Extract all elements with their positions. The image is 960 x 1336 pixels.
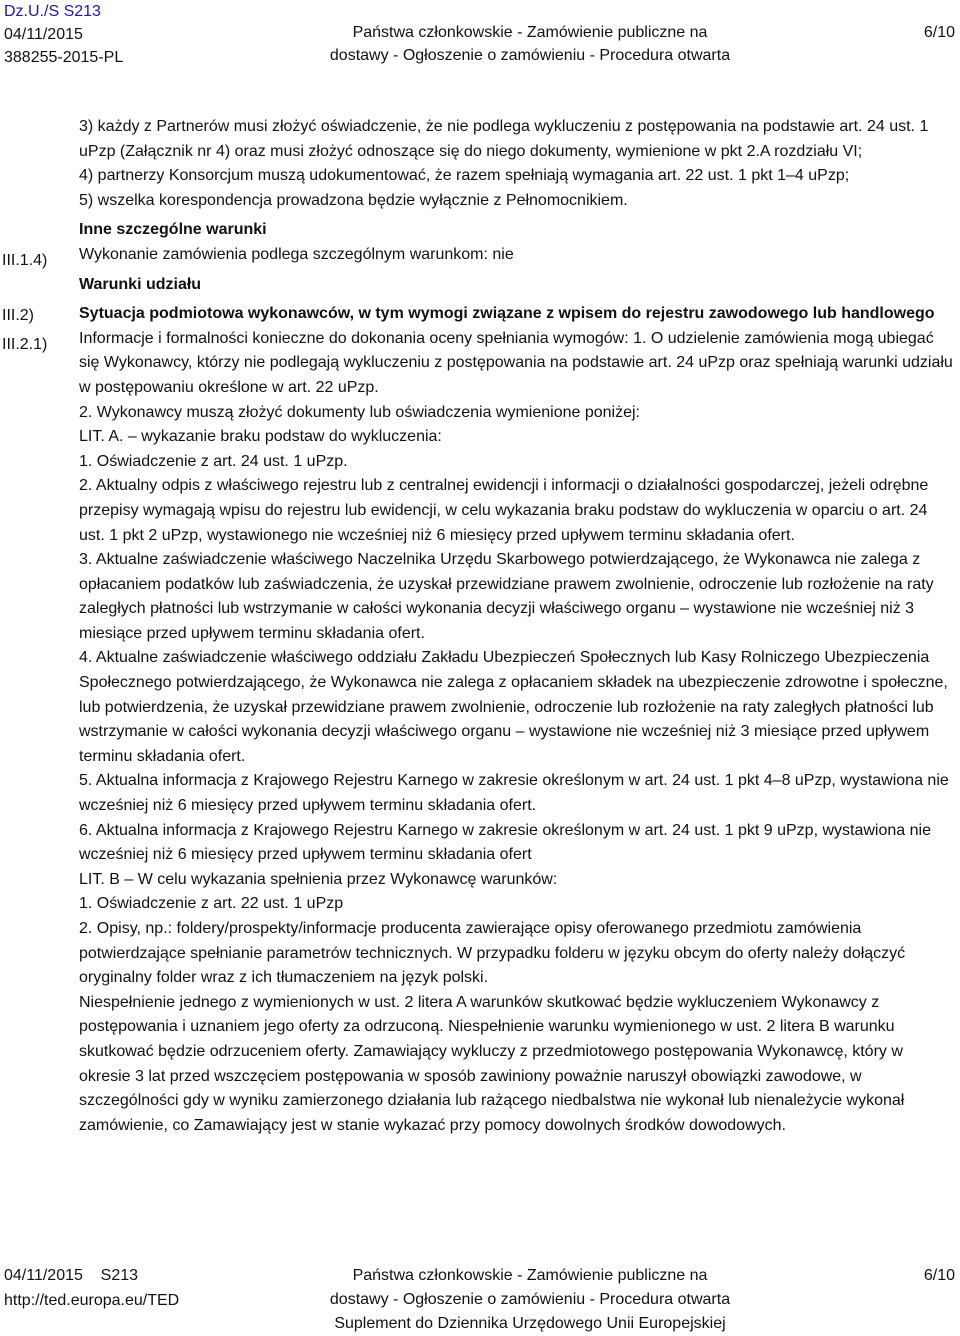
footer-title (300, 1264, 760, 1336)
header-date: 04/11/2015 (4, 26, 83, 43)
paragraph: 4) partnerzy Konsorcjum muszą udokumentować, że razem spełniają wymagania art. 22 ust. 1 pkt 1–4 uPzp; (79, 167, 850, 185)
footer-code: S213 (100, 1267, 139, 1284)
notice-number: 388255-2015-PL (4, 49, 124, 66)
paragraph: 2. Wykonawcy muszą złożyć dokumenty lub oświadczenia wymienione poniżej: (79, 403, 640, 421)
header-left (4, 0, 123, 69)
page-number: 6/10 (923, 24, 955, 41)
paragraph: 3. Aktualne zaświadczenie właściwego Naczelnika Urzędu Skarbowego potwierdzającego, że Wykonawca nie zalega z opłacaniem podatków lub zaświadczenia, że uzyskał przewidziane prawem zwolnienie, odroczenie lub rozłożenie na raty zaległych płatności lub wstrzymanie w całości wykonania decyzji właściwego organu – wystawione nie wcześniej niż 3 miesiące przed upływem terminu składania ofert. (79, 551, 934, 642)
paragraph: 3) każdy z Partnerów musi złożyć oświadczenie, że nie podlega wykluczeniu z postępowania na podstawie art. 24 ust. 1 uPzp (Załącznik nr 4) oraz musi złożyć odnoszące się do niego dokumenty, wymienione w pkt 2.A rozdziału VI; (79, 118, 929, 160)
footer-title-line1: Państwa członkowskie - Zamówienie publiczne na (352, 1267, 708, 1284)
header-title (300, 21, 760, 67)
section-heading-situation: Sytuacja podmiotowa wykonawców, w tym wymogi związane z wpisem do rejestru zawodowego lub handlowego (79, 305, 935, 323)
page-footer (0, 1262, 960, 1334)
page-header (0, 0, 960, 70)
section-heading-participation-conditions: Warunki udziału (79, 275, 202, 293)
paragraph: 2. Opisy, np.: foldery/prospekty/informacje producenta zawierające opisy oferowanego przedmiotu zamówienia potwierdzające spełnianie parametrów technicznych. W przypadku folderu w języku obcym do oferty należy dołączyć oryginalny folder wraz z ich tłumaczeniem na język polski. (79, 920, 906, 987)
section-heading-other-conditions: Inne szczególne warunki (79, 221, 267, 239)
header-title-line1: Państwa członkowskie - Zamówienie publiczne na (352, 24, 708, 41)
footer-title-line3: Suplement do Dziennika Urzędowego Unii Europejskiej (334, 1315, 726, 1332)
section-label-iii-2-1: III.2.1) (2, 336, 48, 353)
paragraph: Niespełnienie jednego z wymienionych w ust. 2 litera A warunków skutkować będzie wykluczeniem Wykonawcy z postępowania i uznaniem jego oferty za odrzuconą. Niespełnienie warunku wymienionego w ust. 2 litera B warunku skutkować będzie odrzuceniem oferty. Zamawiający wykluczy z przedmiotowego postępowania Wykonawcę, który w okresie 3 lat przed wszczęciem postępowania w sposób zawiniony poważnie naruszył obowiązki zawodowe, w szczególności gdy w wyniku zamierzonego działania lub rażącego niedbalstwa nie wykonał lub nienależycie wykonał zamówienie, co Zamawiający jest w stanie wykazać przy pomocy dowolnych środków dowodowych. (79, 993, 905, 1134)
paragraph: Wykonanie zamówienia podlega szczególnym warunkom: nie (79, 245, 514, 263)
paragraph: 6. Aktualna informacja z Krajowego Rejestru Karnego w zakresie określonym w art. 24 ust. 1 pkt 9 uPzp, wystawiona nie wcześniej niż 6 miesięcy przed upływem terminu składania ofert (79, 821, 931, 864)
paragraph: LIT. B – W celu wykazania spełnienia przez Wykonawcę warunków: (79, 870, 558, 888)
paragraph: 1. Oświadczenie z art. 24 ust. 1 uPzp. (79, 452, 348, 470)
journal-ref: Dz.U./S S213 (4, 3, 101, 20)
footer-date-code (4, 1264, 138, 1287)
footer-url[interactable]: http://ted.europa.eu/TED (4, 1292, 180, 1309)
paragraph: 5. Aktualna informacja z Krajowego Rejestru Karnego w zakresie określonym w art. 24 ust. 1 pkt 4–8 uPzp, wystawiona nie wcześniej niż 6 miesięcy przed upływem terminu składania ofert. (79, 772, 949, 815)
document-body (79, 115, 954, 1138)
header-title-line2: dostawy - Ogłoszenie o zamówieniu - Procedura otwarta (329, 47, 731, 64)
paragraph: 5) wszelka korespondencja prowadzona będzie wyłącznie z Pełnomocnikiem. (79, 191, 628, 209)
section-label-iii-1-4: III.1.4) (2, 252, 48, 269)
footer-title-line2: dostawy - Ogłoszenie o zamówieniu - Procedura otwarta (329, 1291, 731, 1308)
paragraph: 2. Aktualny odpis z właściwego rejestru lub z centralnej ewidencji i informacji o działalności gospodarczej, jeżeli odrębne przepisy wymagają wpisu do rejestru lub ewidencji, w celu wykazania braku podstaw do wykluczenia w oparciu o art. 24 ust. 1 pkt 2 uPzp, wystawionego nie wcześniej niż 6 miesięcy przed upływem terminu składania ofert. (79, 477, 929, 544)
footer-page-number: 6/10 (923, 1267, 955, 1284)
paragraph: Informacje i formalności konieczne do dokonania oceny spełniania wymogów: 1. O udzielenie zamówienia mogą ubiegać się Wykonawcy, którzy nie podlegają wykluczeniu z postępowania na podstawie art. 24 uPzp oraz spełniają warunki udziału w postępowaniu określone w art. 22 uPzp. (79, 329, 953, 396)
paragraph: LIT. A. – wykazanie braku podstaw do wykluczenia: (79, 428, 442, 446)
paragraph: 1. Oświadczenie z art. 22 ust. 1 uPzp (79, 895, 344, 913)
section-label-iii-2: III.2) (2, 307, 35, 324)
paragraph: 4. Aktualne zaświadczenie właściwego oddziału Zakładu Ubezpieczeń Społecznych lub Kasy Rolniczego Ubezpieczenia Społecznego potwierdzającego, że Wykonawca nie zalega z opłacaniem składek na ubezpieczenie zdrowotne i społeczne, lub potwierdzenia, że uzyskał przewidziane prawem zwolnienie, odroczenie lub rozłożenie na raty zaległych płatności lub wstrzymanie w całości wykonania decyzji właściwego organu – wystawione nie wcześniej niż 3 miesiące przed upływem terminu składania ofert. (79, 649, 948, 765)
footer-date: 04/11/2015 (4, 1267, 83, 1284)
